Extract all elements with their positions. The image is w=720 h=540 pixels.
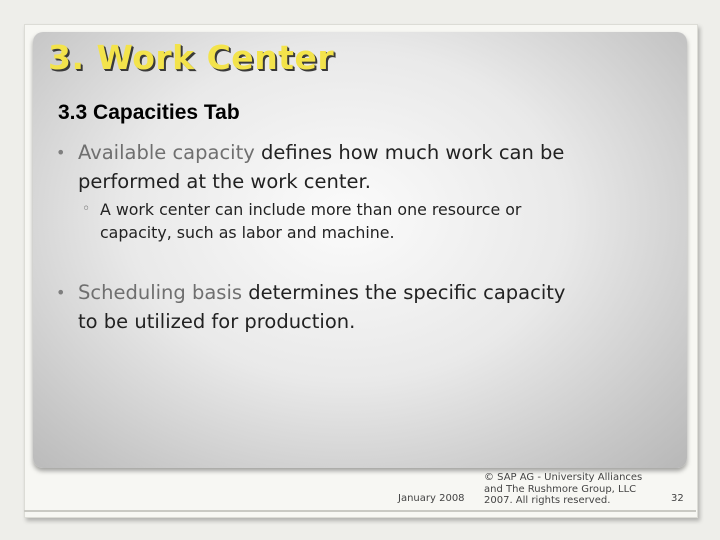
bullet-line (78, 138, 698, 167)
sub-bullet-text (100, 198, 660, 244)
bullet-line-text: defines how much work can be (254, 141, 565, 164)
bullet-highlight: Scheduling basis (78, 281, 243, 304)
bullet-line-text: determines the specific capacity (242, 281, 566, 304)
bullet-line: performed at the work center. (78, 170, 371, 193)
copyright-line: and The Rushmore Group, LLC (484, 483, 637, 495)
content-panel (33, 32, 687, 468)
bottom-divider (24, 510, 696, 512)
bullet-icon: • (56, 143, 66, 162)
bullet-line (78, 278, 698, 307)
footer-copyright (484, 472, 659, 507)
copyright-line: © SAP AG - University Alliances (484, 472, 643, 483)
footer-date: January 2008 (398, 493, 465, 504)
section-heading: 3.3 Capacities Tab (58, 101, 240, 124)
page-number: 32 (671, 493, 684, 504)
copyright-line: 2007. All rights reserved. (484, 495, 611, 506)
sub-bullet-icon: ◦ (82, 201, 91, 217)
sub-bullet-line: A work center can include more than one resource or (100, 200, 522, 219)
slide-title: 3. Work Center (48, 38, 335, 77)
bullet-line: to be utilized for production. (78, 310, 356, 333)
bullet-icon: • (56, 283, 66, 302)
bullet-highlight: Available capacity (78, 141, 255, 164)
sub-bullet-line: capacity, such as labor and machine. (100, 223, 395, 242)
bullet-text (78, 278, 698, 336)
bullet-text (78, 138, 698, 196)
